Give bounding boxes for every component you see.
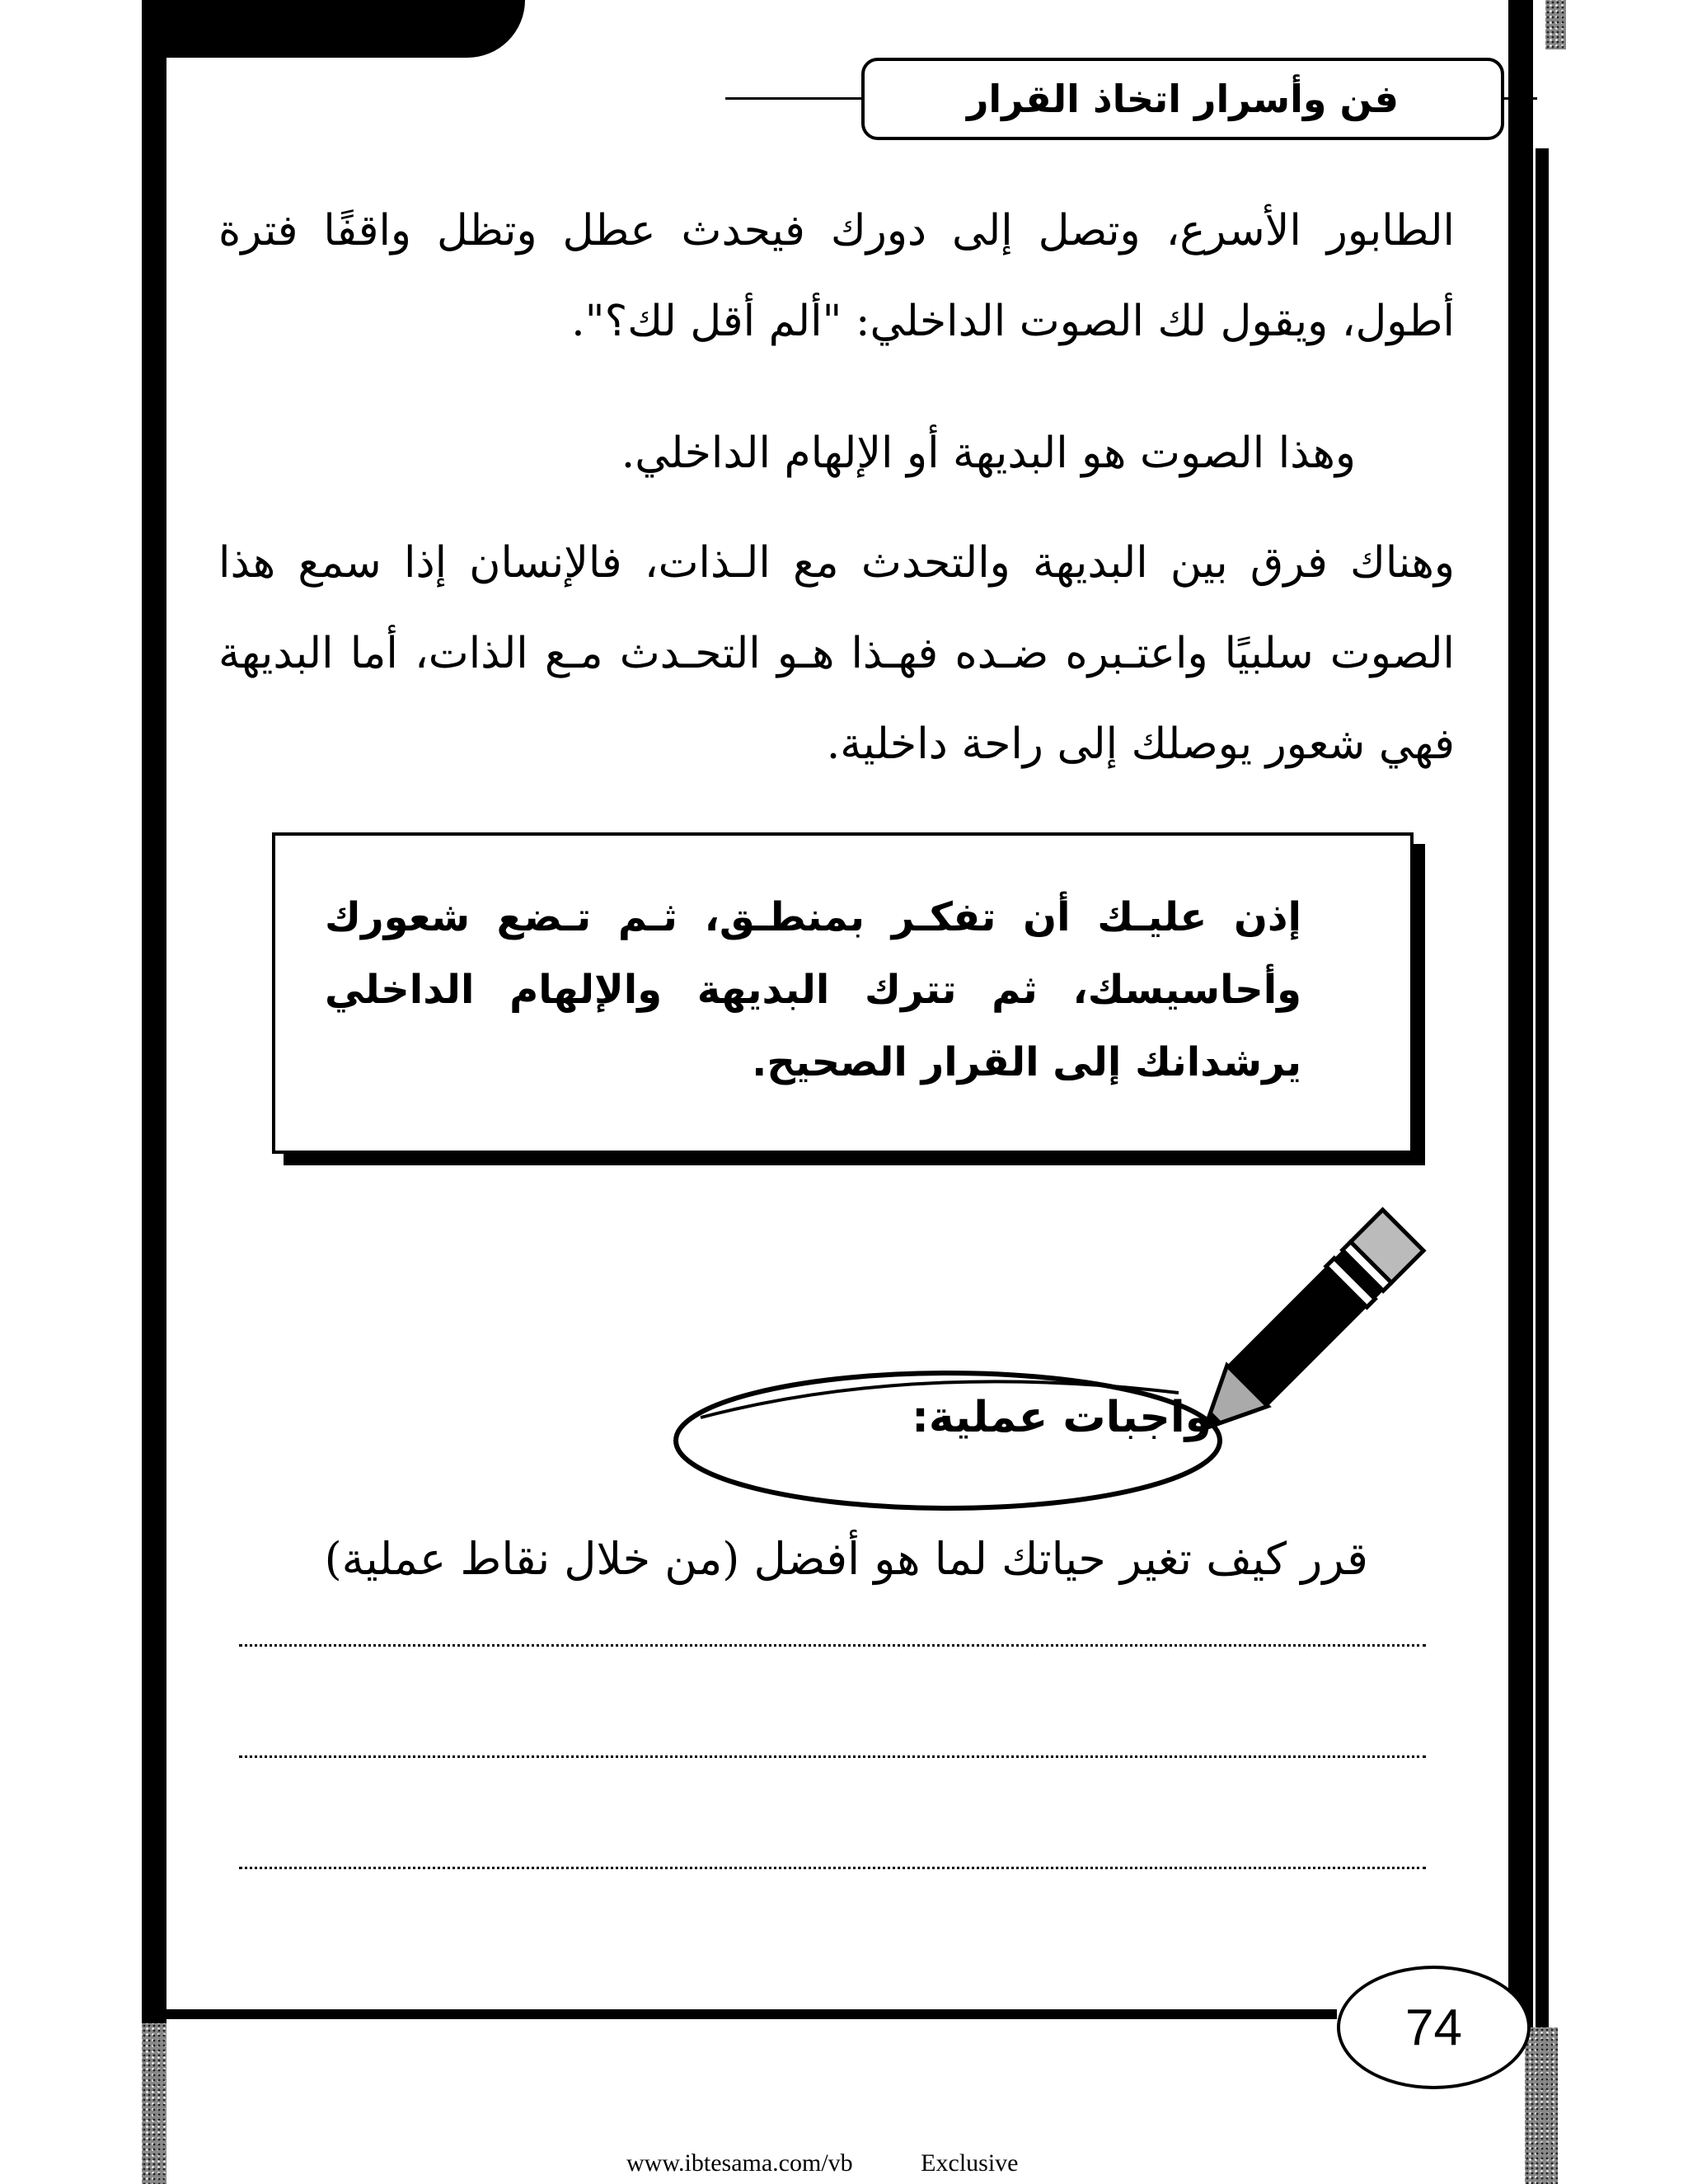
answer-line-3[interactable] xyxy=(239,1867,1426,1869)
paragraph-2: وهذا الصوت هو البديهة أو الإلهام الداخلي. xyxy=(621,429,1356,478)
stipple-texture-right xyxy=(1525,2027,1558,2184)
frame-bottom-bar xyxy=(142,2009,1337,2019)
header-connector-left xyxy=(725,97,862,100)
stipple-texture-top xyxy=(1545,0,1566,49)
paragraph-1: الطابور الأسرع، وتصل إلى دورك فيحدث عطل وتظل واقفًا فترة أطول، ويقول لك الصوت الداخلي: "ألم أقل لك؟". xyxy=(218,206,1455,346)
frame-left-bar xyxy=(142,0,166,2032)
answer-line-2[interactable] xyxy=(239,1755,1426,1758)
callout-box xyxy=(272,832,1414,1154)
frame-right-bar xyxy=(1508,0,1533,2032)
frame-top-bar xyxy=(142,0,525,58)
page-number: 74 xyxy=(1405,1999,1462,2056)
paragraph-3: وهناك فرق بين البديهة والتحدث مع الـذات، فالإنسان إذا سمع هذا الصوت سلبيًا واعتـبره ضـده فهـذا هـو التحـدث مـع الذات، أما البديهة فهي شعور يوصلك إلى راحة داخلية. xyxy=(218,538,1455,769)
frame-right-outer-bar xyxy=(1536,148,1549,2032)
stipple-texture-left xyxy=(142,2023,166,2184)
task-text: قرر كيف تغير حياتك لما هو أفضل (من خلال نقاط عملية) xyxy=(324,1533,1368,1585)
callout-text: إذن عليـك أن تفكـر بمنطـق، ثـم تـضع شعورك وأحاسيسك، ثم تترك البديهة والإلهام الداخلي يرشدانك إلى القرار الصحيح. xyxy=(325,894,1301,1085)
page-title: فن وأسرار اتخاذ القرار xyxy=(966,77,1400,121)
footer-tag: Exclusive xyxy=(921,2149,1019,2177)
section-title: واجبات عملية: xyxy=(912,1393,1212,1442)
page-number-oval xyxy=(1337,1966,1531,2089)
footer xyxy=(626,2149,1203,2177)
footer-url: www.ibtesama.com/vb xyxy=(626,2149,853,2177)
answer-line-1[interactable] xyxy=(239,1644,1426,1647)
header-connector-right xyxy=(1504,97,1537,100)
header-box xyxy=(861,58,1504,140)
